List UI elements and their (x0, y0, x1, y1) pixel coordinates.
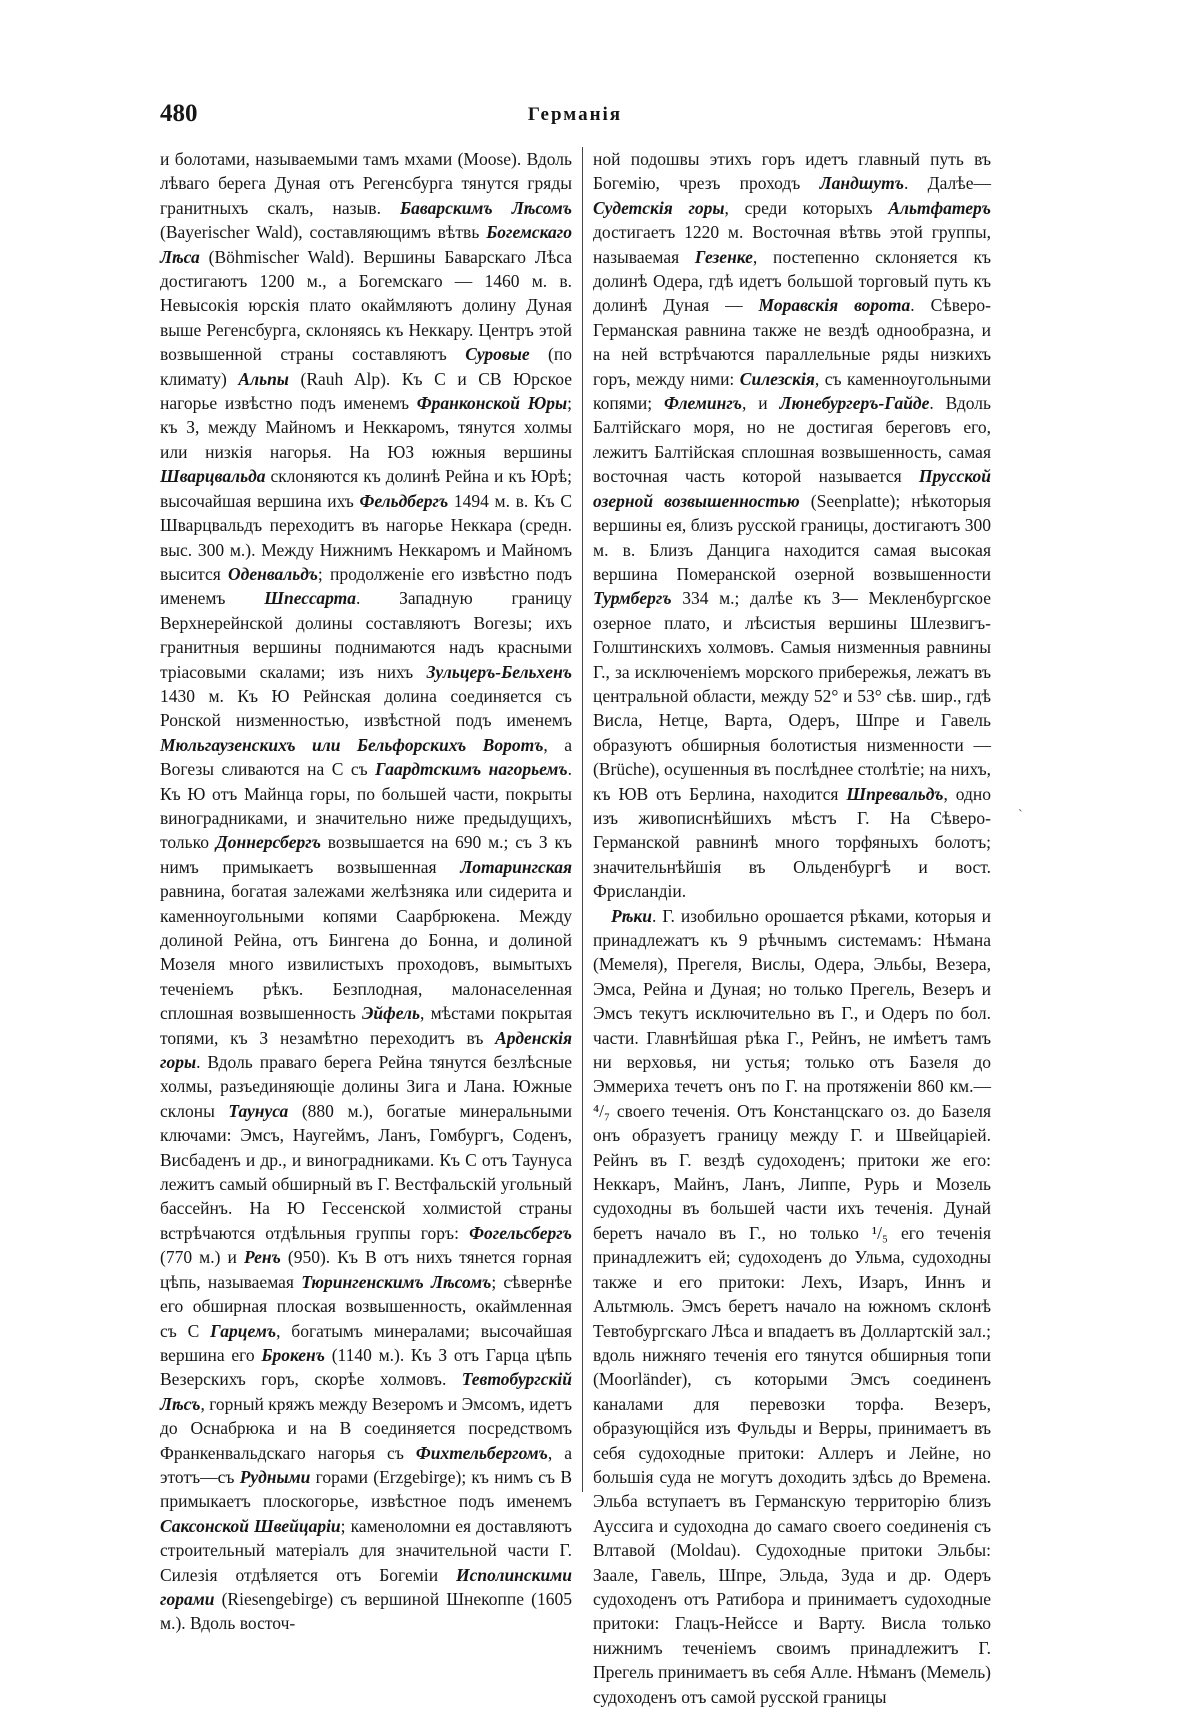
text-run: 1494 м. в. Къ С Шварцвальдъ переходитъ въ нагорье Неккара (средн. выс. 300 м.). Между Нижнимъ Неккаромъ и Майномъ высится (160, 490, 573, 584)
text-run: 1430 м. Къ Ю Рейнская долина соединяется съ Ронской низменностью, извѣстной подъ именемъ (160, 685, 572, 731)
italic-term: Гезенке (694, 246, 753, 267)
italic-term: Богемскаго Лѣса (160, 222, 572, 267)
italic-term: Фогельсбергъ (469, 1222, 572, 1243)
italic-term: Гаардтскимъ нагорьемъ (375, 759, 568, 780)
text-run: (по климату) (160, 344, 572, 389)
text-run: . Г. изобильно орошается рѣками, которыя и принадлежатъ къ 9 рѣчнымъ системамъ: Нѣмана (Мемеля), Прегеля, Вислы, Одера, Эльбы, Везера, Эмса, Рейна и Дуная; но только Прегель, Везеръ и Эмсъ текутъ исключительно въ Г., и Одеръ по бол. части. Главнѣйшая рѣка Г., Рейнъ, не имѣетъ тамъ ни верховья, ни устья; только отъ Базеля до Эммериха течетъ онъ по Г. на протяженіи 860 км.— ⁴/₇ своего теченія. Отъ Констанцскаго оз. до Базеля онъ образуетъ границу между Г. и Швейцаріей. Рейнъ въ Г. вездѣ судоходенъ; притоки же его: Неккаръ, Майнъ, Ланъ, Липпе, Рурь и Мозель судоходны въ большей части ихъ теченія. Дунай беретъ начало въ Г., но только ¹/₅ его теченія принадлежитъ ей; судоходенъ до Ульма, судоходны также и его притоки: Лехъ, Изаръ, Иннъ и Альтмюль. Эмсъ беретъ начало на южномъ склонѣ Тевтобургскаго Лѣса и впадаетъ въ Доллартскій зал.; вдоль нижняго теченія его тянутся обширныя топи (Moorländer), съ которыми Эмсъ соединенъ каналами для перевозки торфа. Везеръ, образующійся изъ Фульды и Верры, принимаетъ въ себя судоходные притоки: Аллеръ и Лейне, но большія суда не могутъ доходить здѣсь до Времена. Эльба вступаетъ въ Германскую территорію близъ Аусcига и судоходна до самаго своего соединенія съ Влтавой (Moldau). Судоходные притоки Эльбы: Заале, Гавель, Шпре, Эльда, Зуда и др. Одеръ судоходенъ отъ Ратибора и принимаетъ судоходные притоки: Глацъ-Нейссе и Варту. Висла только нижнимъ теченіемъ своимъ принадлежитъ Г. Прегель принимаетъ въ себя Алле. Нѣманъ (Мемель) судоходенъ отъ самой русской границы (593, 905, 991, 1707)
text-run: , а этотъ—съ (160, 1442, 572, 1487)
text-run: ; сѣвернѣе его обширная плоская возвышенность, окаймленная съ С (160, 1271, 572, 1341)
italic-term: Люнебургеръ-Гайде (779, 393, 930, 414)
italic-term: Гарцемъ (210, 1320, 277, 1341)
italic-term: Фельдбергъ (359, 490, 449, 511)
text-run: . Вдоль праваго берега Рейна тянутся безлѣсные холмы, разъединяющіе долины Зига и Лана. Южные склоны (160, 1052, 572, 1121)
text-run: горами (Erzgebirge); къ нимъ съ В примыкаетъ плоскогорье, извѣстное подъ именемъ (160, 1466, 572, 1512)
paragraph (160, 147, 572, 1636)
text-run: достигаетъ 1220 м. Восточная вѣтвь этой группы, называемая (593, 222, 991, 267)
text-run: 334 м.; далѣе къ З— Мекленбургское озерное плато, и лѣсистыя вершины Шлезвигъ-Голштинскихъ холмовъ. Самыя низменныя равнины Г., за исключеніемъ морского прибережья, лежатъ въ центральной области, между 52° и 53° сѣв. шир., гдѣ Висла, Нетце, Варта, Одеръ, Шпре и Гавель образуютъ обширныя болотистыя низменности — (Brüche), осушенныя въ послѣднее столѣтіе; на нихъ, къ ЮВ отъ Берлина, находится (593, 588, 991, 804)
text-run: . Къ Ю отъ Майнца горы, по большей части, покрыты виноградниками, и значительно ниже предыдущихъ, только (160, 759, 572, 853)
text-run: равнина, богатая залежами желѣзняка или сидерита и каменноугольными копями Саарбрюкена. Между долиной Рейна, отъ Бингена до Бонна, и долиной Мозеля много извилистыхъ проходовъ, вымытыхъ теченіемъ рѣкъ. Безплодная, малонаселенная сплошная возвышенность (160, 881, 572, 1024)
italic-term: Альпы (238, 368, 289, 389)
text-run: ; къ З, между Майномъ и Неккаромъ, тянутся холмы или низкія нагорья. На ЮЗ южныя вершины (160, 393, 572, 462)
text-run: (Rauh Alp). Къ С и СВ Юрское нагорье извѣстно подъ именемъ (160, 368, 572, 414)
italic-term: Саксонской Швейцаріи (160, 1515, 341, 1536)
text-run: (Böhmischer Wald). Вершины Баварскаго Лѣса достигаютъ 1200 м., а Богемскаго — 1460 м. в. Невысокія юрскія плато окаймляютъ долину Дуная выше Регенсбурга, склоняясь къ Неккару. Центръ этой возвышенной страны составляютъ (160, 246, 572, 365)
italic-term: Ландшутъ (819, 173, 904, 194)
text-run: . Западную границу Верхнерейнской долины составляютъ Вогезы; ихъ гранитныя вершины поднимаются надъ красными тріасовыми скалами; изъ нихъ (160, 588, 572, 682)
italic-term: Арденскія горы (160, 1027, 572, 1073)
text-run: возвышается на 690 м.; съ З къ нимъ примыкаетъ возвышенная (160, 832, 572, 877)
italic-term: Прусской озерной возвышенностью (593, 466, 991, 511)
italic-term: Рѣки (611, 905, 652, 926)
text-run: склоняются къ долинѣ Рейна и къ Юрѣ; высочайшая вершина ихъ (160, 466, 572, 511)
text-run: , богатымъ минералами; высочайшая вершина его (160, 1320, 573, 1365)
text-run: (Bayerischer Wald), составляющимъ вѣтвь (160, 222, 487, 243)
text-run: , одно изъ живописнѣйшихъ мѣстъ Г. На Сѣверо-Германской равнинѣ много торфяныхъ болотъ; значительнѣйшія въ Ольденбургѣ и вост. Фрисландіи. (593, 783, 991, 902)
italic-term: Шварцвальда (160, 466, 266, 487)
italic-term: Суровые (465, 344, 530, 365)
italic-term: Брокенъ (261, 1344, 325, 1365)
italic-term: Ренъ (244, 1247, 281, 1268)
column-divider (582, 147, 583, 1492)
italic-term: Альтфатеръ (888, 197, 991, 218)
text-run: (Seenplatte); нѣкоторыя вершины ея, близъ русской границы, достигаютъ 300 м. в. Близъ Данцига находится самая высокая вершина Померанской озерной возвышенности (593, 490, 991, 584)
italic-term: Таунуса (228, 1100, 289, 1121)
paragraph (593, 904, 991, 1709)
italic-term: Тюрингенскимъ Лѣсомъ (301, 1271, 492, 1292)
italic-term: Тевтобургскій Лѣсъ (160, 1369, 572, 1414)
text-run: (770 м.) и (160, 1247, 245, 1268)
text-run: ной подошвы этихъ горъ идетъ главный путь въ Богемію, чрезъ проходъ (593, 149, 991, 194)
italic-term: Эйфель (362, 1003, 421, 1024)
italic-term: Франконской Юры (416, 393, 568, 414)
text-run: . Сѣверо-Германская равнина также не вездѣ однообразна, и на ней встрѣчаются параллельные ряды низкихъ горъ, между ними: (593, 295, 991, 389)
italic-term: Шпревальдъ (846, 783, 944, 804)
italic-term: Флемингъ (663, 393, 742, 414)
italic-term: Лотарингская (460, 856, 572, 877)
text-run: , горный кряжъ между Везеромъ и Эмсомъ, идетъ до Оснабрюка и на В соединяется посредствомъ Франкенвальдскаго нагорья съ (160, 1393, 572, 1463)
text-run: (950). Къ В отъ нихъ тянется горная цѣпь, называемая (160, 1247, 572, 1292)
text-run: (880 м.), богатые минеральными ключами: Эмсъ, Наугеймъ, Ланъ, Гомбургъ, Соденъ, Висбаденъ и др., и виноградниками. Къ С отъ Таунуса лежитъ самый обширный въ Г. Вестфальскій угольный бассейнъ. На Ю Гессенской холмистой страны встрѣчаются отдѣльныя группы горъ: (160, 1100, 572, 1243)
text-run: (Riesengebirge) съ вершиной Шнекоппе (1605 м.). Вдоль восточ- (160, 1588, 572, 1634)
italic-term: Оденвальдъ (228, 563, 318, 584)
page-number: 480 (160, 100, 198, 127)
italic-term: Зульцеръ-Бельхенъ (426, 661, 572, 682)
italic-term: Фихтельбергомъ (415, 1442, 548, 1463)
italic-term: Судетскія горы (593, 197, 725, 218)
text-run: ; продолженіе его извѣстно подъ именемъ (160, 563, 572, 609)
margin-mark: ` (1018, 808, 1023, 823)
italic-term: Баварскимъ Лѣсомъ (400, 197, 572, 218)
text-run: , и (742, 393, 780, 414)
italic-term: Шпессарта (264, 588, 356, 609)
italic-term: Рудными (239, 1466, 311, 1487)
text-run: , мѣстами покрытая топями, къ З незамѣтно переходитъ въ (160, 1003, 572, 1048)
right-column (593, 147, 991, 1709)
italic-term: Моравскія ворота (758, 295, 911, 316)
text-run: (1140 м.). Къ З отъ Гарца цѣпь Везерскихъ горъ, скорѣе холмовъ. (160, 1344, 572, 1390)
text-run: и болотами, называемыми тамъ мхами (Moose). Вдоль лѣваго берега Дуная отъ Регенсбурга тянутся гряды гранитныхъ скалъ, назыв. (160, 149, 572, 218)
text-run: . Вдоль Балтійскаго моря, но не достигая береговъ его, лежитъ Балтійская сплошная возвышенность, самая восточная часть которой называется (593, 393, 991, 487)
left-column (160, 147, 572, 1636)
italic-term: Исполинскими горами (160, 1564, 572, 1609)
text-run: ; каменоломни ея доставляютъ строительный матеріалъ для значительной части Г. Силезія отдѣляется отъ Богеміи (160, 1515, 572, 1585)
running-title: Германія (527, 104, 623, 125)
italic-term: Мюльгаузенскихъ или Бельфорскихъ Воротъ (160, 734, 544, 755)
text-run: , постепенно склоняется къ долинѣ Одера, гдѣ идетъ большой торговый путь къ долинѣ Дуная — (593, 246, 991, 316)
italic-term: Турмбергъ (593, 588, 672, 609)
text-run: , а Вогезы сливаются на С съ (160, 734, 572, 780)
running-header (160, 100, 990, 140)
text-run: , среди которыхъ (724, 197, 889, 218)
italic-term: Доннерсбергъ (215, 832, 321, 853)
text-run: . Далѣе— (903, 173, 991, 194)
italic-term: Силезскія (739, 368, 815, 389)
text-run: , съ каменноугольными копями; (593, 368, 991, 414)
paragraph (593, 147, 991, 904)
